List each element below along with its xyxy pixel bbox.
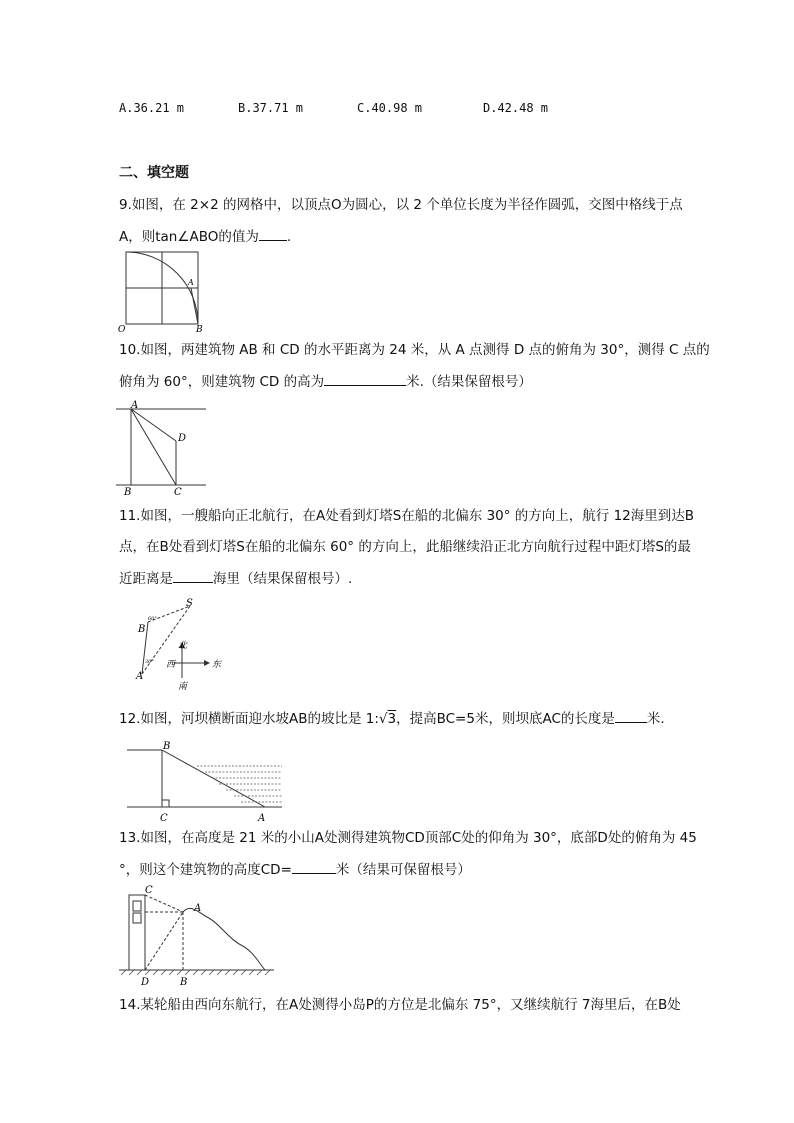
- q11-label-s: S: [186, 598, 193, 609]
- q13-figure: [119, 883, 274, 988]
- q10-label-b: B: [124, 487, 132, 498]
- q11-answer-blank: [173, 568, 213, 583]
- q9-text: A，则tan∠ABO的值为: [119, 229, 259, 245]
- q10-text: 俯角为 60°，则建筑物 CD 的高为: [119, 374, 325, 390]
- q11-angle-a: 30°: [145, 659, 154, 665]
- option-b: B.37.71 m: [238, 101, 304, 115]
- q12-label-c: C: [160, 813, 168, 824]
- q13-line-ad: [145, 912, 183, 970]
- q12-label-a: A: [258, 813, 266, 824]
- q12-label-b: B: [163, 741, 171, 752]
- option-c: C.40.98 m: [357, 101, 423, 115]
- q11-figure: [130, 598, 225, 692]
- q13-text: °，则这个建筑物的高度CD=: [119, 862, 292, 878]
- q12-figure: [127, 740, 282, 822]
- q9-text-end: .: [286, 229, 292, 245]
- q12-water: [197, 766, 282, 802]
- q9-line1: 9.如图，在 2×2 的网格中，以顶点O为圆心，以 2 个单位长度为半径作圆弧，交图中格线于点: [119, 197, 683, 213]
- q13-answer-blank: [292, 859, 336, 874]
- q11-line2: 点，在B处看到灯塔S在船的北偏东 60° 的方向上，此船继续沿正北方向航行过程中距灯塔S的最: [119, 539, 691, 555]
- q13-window-top: [133, 901, 141, 911]
- q10-line-ad: [131, 409, 176, 441]
- q9-figure: [116, 248, 212, 334]
- q10-text-end: 米.（结果保留根号）: [406, 374, 532, 390]
- q9-segment-ab: [191, 288, 198, 324]
- q12-answer-blank: [615, 708, 647, 723]
- q11-text-end: 海里（结果保留根号）.: [213, 571, 353, 587]
- q12-text-end: 米.: [646, 711, 665, 727]
- q9-answer-blank: [259, 226, 287, 241]
- q10-answer-blank: [324, 371, 406, 386]
- q11-east-label: 东: [212, 660, 222, 670]
- q10-label-a: A: [131, 400, 139, 411]
- q13-line-ac: [145, 895, 183, 912]
- q13-text-end: 米（结果可保留根号）: [335, 862, 471, 878]
- q11-line3: [119, 568, 352, 589]
- q11-text: 近距离是: [119, 571, 173, 587]
- q13-line1: 13.如图，在高度是 21 米的小山A处测得建筑物CD顶部C处的仰角为 30°，底部D处的俯角为 45: [119, 830, 697, 846]
- q10-label-d: D: [178, 433, 187, 444]
- q10-line1: 10.如图，两建筑物 AB 和 CD 的水平距离为 24 米，从 A 点测得 D 点的俯角为 30°，测得 C 点的: [119, 342, 710, 358]
- sqrt-sign: √: [378, 711, 388, 727]
- q9-line2: [119, 226, 291, 247]
- q12-line1: [119, 708, 665, 729]
- q11-line1: 11.如图，一艘船向正北航行，在A处看到灯塔S在船的北偏东 30° 的方向上，航行 12海里到达B: [119, 508, 695, 524]
- q10-label-c: C: [174, 487, 182, 498]
- q13-label-d: D: [141, 977, 150, 988]
- q13-ground-hatch: [121, 970, 270, 975]
- q10-line2: [119, 371, 532, 392]
- option-a: A.36.21 m: [119, 101, 185, 115]
- q13-hill: [183, 908, 265, 970]
- q11-label-b: B: [138, 624, 146, 635]
- q11-south-label: 南: [178, 682, 188, 692]
- q14-line1: 14.某轮船由西向东航行，在A处测得小岛P的方位是北偏东 75°，又继续航行 7海里后，在B处: [119, 997, 681, 1013]
- q11-east-arrow: [204, 660, 210, 666]
- q13-line2: [119, 859, 471, 880]
- q9-label-b: B: [196, 325, 203, 335]
- q13-label-c: C: [145, 885, 153, 896]
- q11-west-label: 西: [166, 660, 176, 670]
- q13-label-a: A: [194, 903, 202, 914]
- section-title: 二、填空题: [119, 165, 189, 181]
- q9-label-o: O: [118, 325, 126, 335]
- q12-slope-ab: [162, 750, 265, 807]
- q13-building: [129, 895, 145, 970]
- q11-north-label: 北: [178, 641, 188, 651]
- q12-text: 12.如图，河坝横断面迎水坡AB的坡比是 1:: [119, 711, 379, 727]
- q12-sqrt-number: 3: [387, 711, 397, 727]
- option-d: D.42.48 m: [483, 101, 549, 115]
- q12-text-mid: ，提高BC=5米，则坝底AC的长度是: [396, 711, 615, 727]
- q13-label-b: B: [180, 977, 188, 988]
- q11-label-a: A: [136, 671, 144, 682]
- q11-angle-b: 60°: [148, 616, 157, 622]
- q13-window-bottom: [133, 913, 141, 923]
- q10-figure: [116, 398, 206, 498]
- q10-line-ac: [131, 409, 176, 485]
- q12-right-angle: [162, 800, 169, 807]
- q9-label-a: A: [188, 278, 194, 287]
